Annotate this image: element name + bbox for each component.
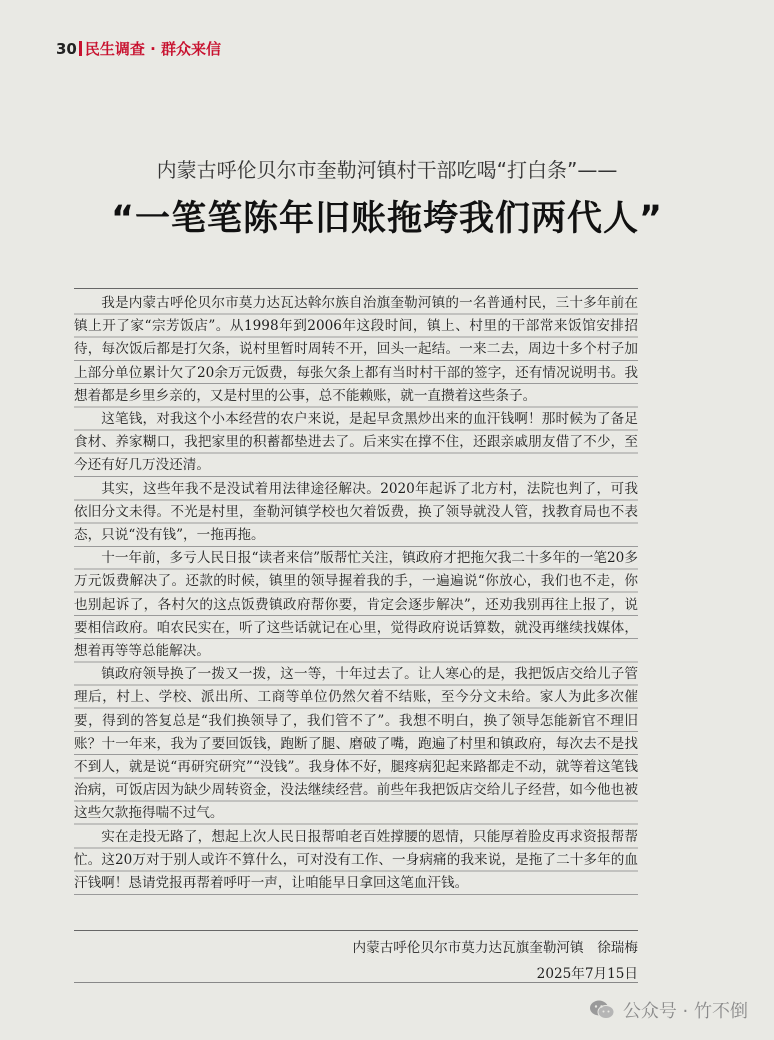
letter-top-rule	[74, 288, 638, 289]
article-subtitle: 内蒙古呼伦贝尔市奎勒河镇村干部吃喝“打白条”——	[156, 158, 618, 182]
letter-paragraph: 实在走投无路了，想起上次人民日报帮咱老百姓撑腰的恩情，只能厚着脸皮再求资报帮帮忙。这20万对于别人或许不算什么，可对没有工作、一身病痛的我来说，是拖了二十多年的血汗钱啊！恳请党报再帮着呼吁一声，让咱能早日拿回这笔血汗钱。	[74, 826, 638, 896]
letter-paragraph: 其实，这些年我不是没试着用法律途径解决。2020年起诉了北方村，法院也判了，可我依旧分文未得。不光是村里，奎勒河镇学校也欠着饭费，换了领导就没人管，找教育局也不表态，只说“没有钱”，一拖再拖。	[74, 478, 638, 548]
header-accent-bar	[79, 41, 82, 56]
letter-date: 2025年7月15日	[536, 966, 638, 982]
signature: 内蒙古呼伦贝尔市莫力达瓦旗奎勒河镇 徐瑞梅	[352, 940, 638, 956]
article-title: “一笔笔陈年旧账拖垮我们两代人”	[110, 199, 663, 239]
wechat-icon	[589, 999, 615, 1021]
letter-paragraph: 十一年前，多亏人民日报“读者来信”版帮忙关注，镇政府才把拖欠我二十多年的一笔20多万元饭费解决了。还款的时候，镇里的领导握着我的手，一遍遍说“你放心，我们也不走，你也别起诉了，各村欠的这点饭费镇政府帮你要，肯定会逐步解决”，还劝我别再往上报了，说要相信政府。咱农民实在，听了这些话就记在心里，觉得政府说话算数，就没再继续找媒体，想着再等等总能解决。	[74, 547, 638, 663]
watermark	[589, 997, 748, 1023]
letter-paragraph: 这笔钱，对我这个小本经营的农户来说，是起早贪黑炒出来的血汗钱啊！那时候为了备足食材、养家糊口，我把家里的积蓄都垫进去了。后来实在撑不住，还跟亲戚朋友借了不少，至今还有好几万没还清。	[74, 408, 638, 478]
letter-paragraph: 我是内蒙古呼伦贝尔市莫力达瓦达斡尔族自治旗奎勒河镇的一名普通村民，三十多年前在镇上开了家“宗芳饭店”。从1998年到2006年这段时间，镇上、村里的干部常来饭馆安排招待，每次饭后都是打欠条，说村里暂时周转不开，回头一起结。一来二去，周边十多个村子加上部分单位累计欠了20余万元饭费，每张欠条上都有当时村干部的签字，还有情况说明书。我想着都是乡里乡亲的，又是村里的公事，总不能赖账，就一直攒着这些条子。	[74, 292, 638, 408]
page-header	[56, 38, 221, 59]
letter-body	[74, 292, 638, 895]
page-number: 30	[56, 39, 77, 58]
section-label: 民生调查 · 群众来信	[84, 40, 222, 58]
letter-bottom-rule	[74, 930, 638, 931]
letter-paragraph: 镇政府领导换了一拨又一拨，这一等，十年过去了。让人寒心的是，我把饭店交给儿子管理后，村上、学校、派出所、工商等单位仍然欠着不结账，至今分文未给。家人为此多次催要，得到的答复总是“我们换领导了，我们管不了”。我想不明白，换了领导怎能新官不理旧账？十一年来，我为了要回饭钱，跑断了腿、磨破了嘴，跑遍了村里和镇政府，每次去不是找不到人，就是说“再研究研究”“没钱”。我身体不好，腿疼病犯起来路都走不动，就等着这笔钱治病，可饭店因为缺少周转资金，没法继续经营。前些年我把饭店交给儿子经营，如今他也被这些欠款拖得喘不过气。	[74, 663, 638, 825]
date-rule	[74, 982, 638, 983]
watermark-text: 公众号 · 竹不倒	[622, 1001, 748, 1022]
